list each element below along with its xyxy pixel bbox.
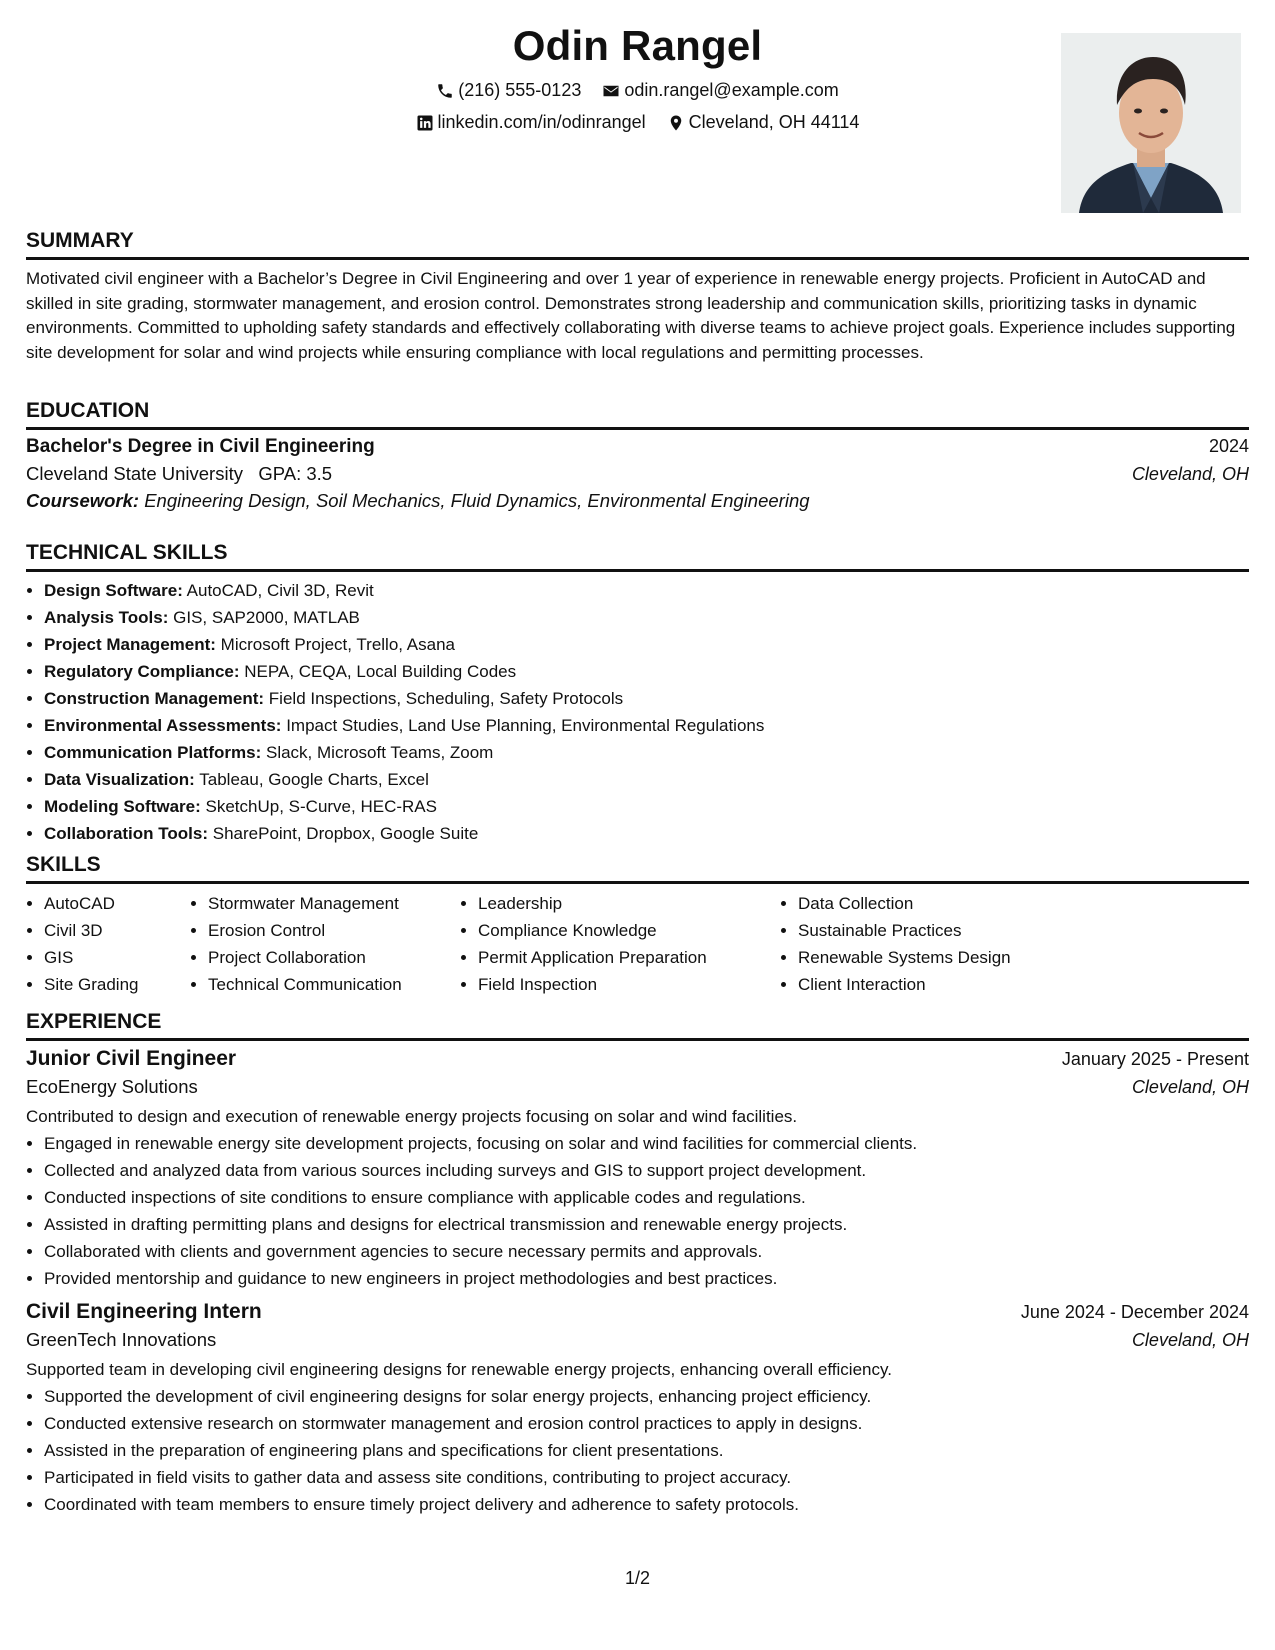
skill-value: Field Inspections, Scheduling, Safety Protocols bbox=[268, 689, 624, 708]
list-item: • Engaged in renewable energy site development projects, focusing on solar and wind facilities for commercial clients. bbox=[44, 1130, 1249, 1157]
skills-column-3 bbox=[460, 890, 758, 998]
list-item: • Renewable Systems Design bbox=[798, 944, 1058, 971]
list-item: • Client Interaction bbox=[798, 971, 1058, 998]
school-line bbox=[26, 463, 332, 485]
skills-column-1 bbox=[26, 890, 168, 998]
email-text: odin.rangel@example.com bbox=[624, 80, 839, 100]
skills-column-4 bbox=[780, 890, 1058, 998]
linkedin-text: linkedin.com/in/odinrangel bbox=[437, 112, 646, 132]
summary-text: Motivated civil engineer with a Bachelor’s Degree in Civil Engineering and over 1 year of experience in renewable energy projects. Proficient in AutoCAD and skilled in site grading, stormwater management, and erosion control. Demonstrates strong leadership and communication skills, prioritizing tasks in dynamic environments. Committed to upholding safety standards and effectively collaborating with diverse teams to achieve project goals. Experience includes supporting site development for solar and wind projects while ensuring compliance with local regulations and permitting processes. bbox=[26, 269, 1236, 362]
education-title: EDUCATION bbox=[26, 398, 1249, 430]
list-item: • Data Collection bbox=[798, 890, 1058, 917]
job-title-row bbox=[26, 1047, 1249, 1071]
list-item: • Supported the development of civil engineering designs for solar energy projects, enhancing project efficiency. bbox=[44, 1383, 1249, 1410]
skill-label: Collaboration Tools: bbox=[44, 824, 209, 843]
resume-page bbox=[26, 0, 1249, 1650]
list-item: • Provided mentorship and guidance to new engineers in project methodologies and best practices. bbox=[44, 1265, 1249, 1292]
experience-title: EXPERIENCE bbox=[26, 1009, 1249, 1041]
skill-value: Tableau, Google Charts, Excel bbox=[199, 770, 429, 789]
list-item: • Conducted extensive research on stormwater management and erosion control practices to apply in designs. bbox=[44, 1410, 1249, 1437]
list-item: • Sustainable Practices bbox=[798, 917, 1058, 944]
job-company: GreenTech Innovations bbox=[26, 1329, 217, 1350]
list-item: • Assisted in drafting permitting plans and designs for electrical transmission and renewable energy projects. bbox=[44, 1211, 1249, 1238]
list-item: • Erosion Control bbox=[208, 917, 438, 944]
list-item bbox=[44, 712, 1249, 739]
map-pin-icon bbox=[667, 114, 685, 132]
job-company-row bbox=[26, 1329, 1249, 1351]
list-item bbox=[44, 658, 1249, 685]
skill-value: Impact Studies, Land Use Planning, Environmental Regulations bbox=[286, 716, 765, 735]
job-location: Cleveland, OH bbox=[1131, 1077, 1249, 1097]
job-location: Cleveland, OH bbox=[1131, 1330, 1249, 1350]
skill-label: Communication Platforms: bbox=[44, 743, 262, 762]
technical-skills-list bbox=[26, 577, 1249, 847]
skill-label: Construction Management: bbox=[44, 689, 265, 708]
list-item: • Site Grading bbox=[44, 971, 168, 998]
email-contact[interactable] bbox=[602, 80, 838, 101]
skills-column-2 bbox=[190, 890, 438, 998]
job-company: EcoEnergy Solutions bbox=[26, 1076, 198, 1097]
skill-value: AutoCAD, Civil 3D, Revit bbox=[186, 581, 374, 600]
skill-label: Regulatory Compliance: bbox=[44, 662, 240, 681]
job-summary: Supported team in developing civil engineering designs for renewable energy projects, enhancing overall efficiency. bbox=[26, 1360, 892, 1379]
list-item: • Field Inspection bbox=[478, 971, 758, 998]
envelope-icon bbox=[602, 82, 620, 100]
school-name: Cleveland State University bbox=[26, 463, 243, 484]
portrait-image bbox=[1061, 33, 1241, 213]
job-dates: June 2024 - December 2024 bbox=[1020, 1302, 1249, 1322]
skill-value: SharePoint, Dropbox, Google Suite bbox=[212, 824, 479, 843]
list-item bbox=[44, 739, 1249, 766]
skill-value: Microsoft Project, Trello, Asana bbox=[220, 635, 455, 654]
list-item bbox=[44, 685, 1249, 712]
list-item: • Permit Application Preparation bbox=[478, 944, 758, 971]
list-item bbox=[44, 577, 1249, 604]
education-school-row bbox=[26, 463, 1249, 485]
technical-skills-section bbox=[26, 540, 1249, 847]
list-item bbox=[44, 820, 1249, 847]
list-item bbox=[44, 604, 1249, 631]
phone-icon bbox=[436, 82, 454, 100]
skill-value: SketchUp, S-Curve, HEC-RAS bbox=[205, 797, 437, 816]
list-item: • Collected and analyzed data from various sources including surveys and GIS to support project development. bbox=[44, 1157, 1249, 1184]
skill-value: GIS, SAP2000, MATLAB bbox=[173, 608, 360, 627]
job-title: Junior Civil Engineer bbox=[26, 1047, 237, 1070]
list-item: • Civil 3D bbox=[44, 917, 168, 944]
coursework-text: Engineering Design, Soil Mechanics, Fluid Dynamics, Environmental Engineering bbox=[144, 490, 810, 511]
list-item: • AutoCAD bbox=[44, 890, 168, 917]
linkedin-contact[interactable] bbox=[416, 112, 646, 133]
list-item: • Collaborated with clients and government agencies to secure necessary permits and approvals. bbox=[44, 1238, 1249, 1265]
resume-header bbox=[26, 0, 1249, 210]
skill-label: Environmental Assessments: bbox=[44, 716, 282, 735]
page-number: 1/2 bbox=[624, 1568, 651, 1588]
phone-contact bbox=[436, 80, 581, 101]
degree-name: Bachelor's Degree in Civil Engineering bbox=[26, 436, 375, 457]
list-item: • Compliance Knowledge bbox=[478, 917, 758, 944]
gpa-text: GPA: 3.5 bbox=[258, 463, 333, 484]
profile-photo bbox=[1061, 33, 1241, 213]
list-item bbox=[44, 631, 1249, 658]
job-summary: Contributed to design and execution of renewable energy projects focusing on solar and wind facilities. bbox=[26, 1107, 798, 1126]
candidate-name: Odin Rangel bbox=[512, 22, 763, 69]
phone-text: (216) 555-0123 bbox=[458, 80, 582, 100]
summary-title: SUMMARY bbox=[26, 228, 1249, 260]
skill-value: NEPA, CEQA, Local Building Codes bbox=[244, 662, 517, 681]
list-item bbox=[44, 793, 1249, 820]
job-bullets bbox=[26, 1383, 1249, 1518]
list-item bbox=[44, 766, 1249, 793]
skills-section bbox=[26, 852, 1249, 998]
list-item: • Stormwater Management bbox=[208, 890, 438, 917]
skill-label: Modeling Software: bbox=[44, 797, 201, 816]
job-entry-1 bbox=[26, 1047, 1249, 1292]
coursework-label: Coursework: bbox=[26, 490, 140, 511]
coursework-line bbox=[26, 490, 1249, 512]
experience-section bbox=[26, 1009, 1249, 1518]
education-degree-row bbox=[26, 436, 1249, 458]
job-entry-2 bbox=[26, 1300, 1249, 1518]
skill-label: Project Management: bbox=[44, 635, 216, 654]
job-title: Civil Engineering Intern bbox=[26, 1300, 262, 1323]
job-bullets bbox=[26, 1130, 1249, 1292]
list-item: • Participated in field visits to gather data and assess site conditions, contributing to project accuracy. bbox=[44, 1464, 1249, 1491]
school-location: Cleveland, OH bbox=[1131, 464, 1249, 484]
skill-label: Design Software: bbox=[44, 581, 183, 600]
job-company-row bbox=[26, 1076, 1249, 1098]
graduation-year: 2024 bbox=[1208, 436, 1249, 456]
job-dates: January 2025 - Present bbox=[1061, 1049, 1249, 1069]
location-text: Cleveland, OH 44114 bbox=[688, 112, 860, 132]
location-contact bbox=[667, 112, 860, 133]
technical-skills-title: TECHNICAL SKILLS bbox=[26, 540, 1249, 572]
education-section bbox=[26, 398, 1249, 512]
list-item: • Technical Communication bbox=[208, 971, 438, 998]
skills-title: SKILLS bbox=[26, 852, 1249, 884]
list-item: • GIS bbox=[44, 944, 168, 971]
skill-value: Slack, Microsoft Teams, Zoom bbox=[265, 743, 494, 762]
list-item: • Conducted inspections of site conditions to ensure compliance with applicable codes and regulations. bbox=[44, 1184, 1249, 1211]
list-item: • Assisted in the preparation of engineering plans and specifications for client presentations. bbox=[44, 1437, 1249, 1464]
list-item: • Project Collaboration bbox=[208, 944, 438, 971]
skill-label: Data Visualization: bbox=[44, 770, 195, 789]
skill-label: Analysis Tools: bbox=[44, 608, 169, 627]
list-item: • Coordinated with team members to ensure timely project delivery and adherence to safety protocols. bbox=[44, 1491, 1249, 1518]
list-item: • Leadership bbox=[478, 890, 758, 917]
job-title-row bbox=[26, 1300, 1249, 1324]
summary-section bbox=[26, 228, 1249, 365]
skills-grid bbox=[26, 890, 1249, 998]
linkedin-icon bbox=[416, 114, 434, 132]
